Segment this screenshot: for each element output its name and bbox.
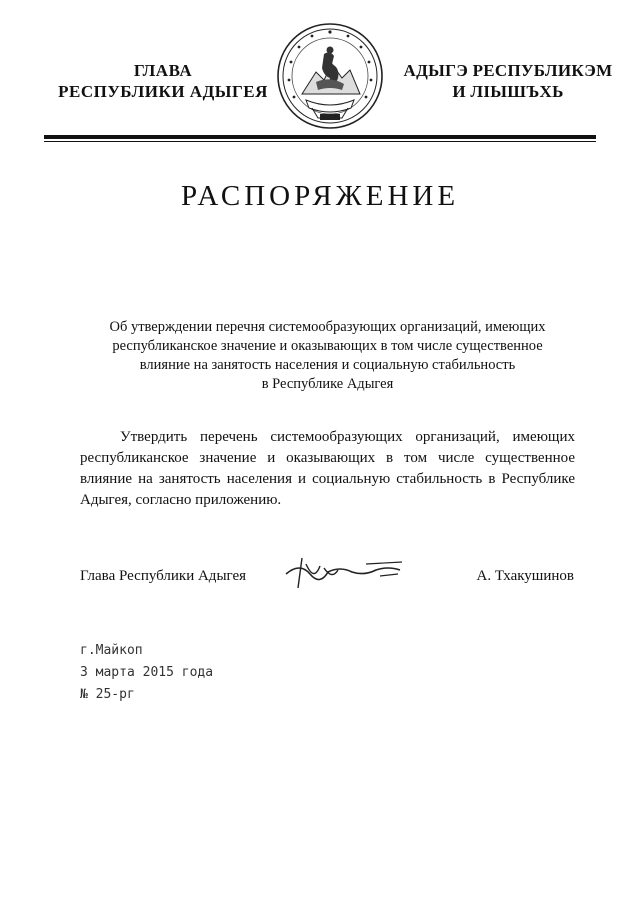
header-left-line1: ГЛАВА xyxy=(133,61,193,80)
subject-line: в Республике Адыгея xyxy=(261,376,394,392)
header-right-line1: АДЫГЭ РЕСПУБЛИКЭМ xyxy=(403,61,613,80)
signatory-position: Глава Республики Адыгея xyxy=(80,568,247,584)
meta-number: № 25-рг xyxy=(80,687,135,702)
header-issuer-adyghe xyxy=(385,60,631,102)
meta-city: г.Майкоп xyxy=(80,643,143,658)
document-meta xyxy=(80,640,213,706)
subject-line: влияние на занятость населения и социальную стабильность xyxy=(139,357,516,373)
subject-line: республиканское значение и оказывающих в том числе существенное xyxy=(112,338,543,354)
handwritten-signature xyxy=(280,552,410,592)
header-divider-thick xyxy=(44,135,596,139)
document-body: Утвердить перечень системообразующих организаций, имеющих республиканское значение и оказывающих в том числе существенное влияние на занятость населения и социальную стабильность в Республике Адыгея, согласно приложению. xyxy=(80,429,575,508)
signatory-name: А. Тхакушинов xyxy=(476,568,574,584)
header-divider-thin xyxy=(44,141,596,142)
header-issuer-russian xyxy=(40,60,286,102)
document-subject xyxy=(80,318,575,394)
document-title: РАСПОРЯЖЕНИЕ xyxy=(180,180,460,212)
coat-of-arms-icon xyxy=(276,22,384,130)
subject-line: Об утверждении перечня системообразующих организаций, имеющих xyxy=(109,319,546,335)
header-right-line2: И ЛІЫШЪХЬ xyxy=(452,82,564,101)
header-left-line2: РЕСПУБЛИКИ АДЫГЕЯ xyxy=(58,82,268,101)
meta-date: 3 марта 2015 года xyxy=(80,665,214,680)
